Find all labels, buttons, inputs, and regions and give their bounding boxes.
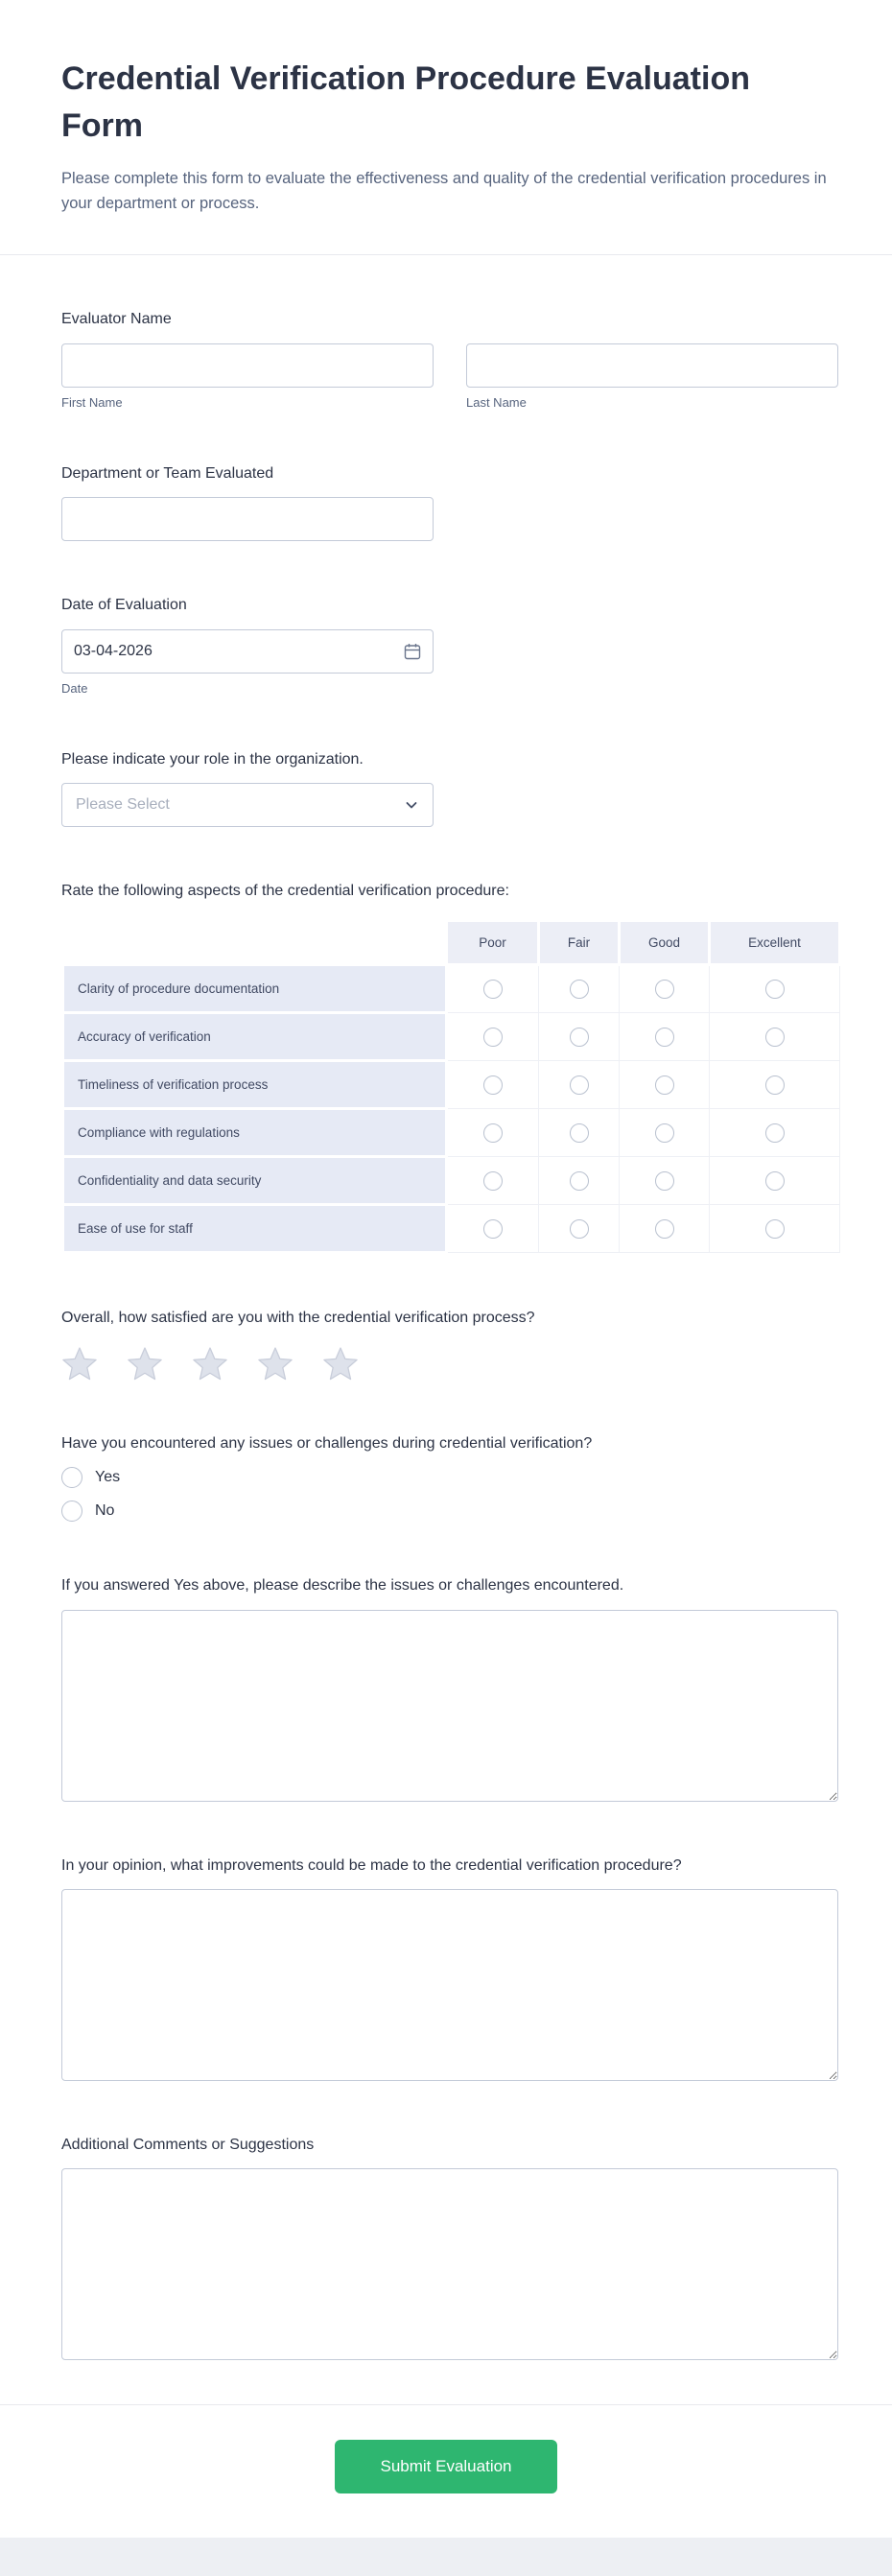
matrix-row-label: Accuracy of verification	[63, 1013, 447, 1061]
improvements-label: In your opinion, what improvements could be made to the credential verification procedure?	[61, 1856, 682, 1874]
date-input[interactable]	[61, 629, 434, 674]
radio-option-no[interactable]	[61, 1501, 838, 1522]
date-input-wrap	[61, 629, 434, 674]
field-comments	[61, 2135, 838, 2360]
matrix-radio-cell[interactable]	[620, 965, 710, 1013]
matrix-radio-cell[interactable]	[710, 1013, 840, 1061]
radio-icon[interactable]	[765, 1219, 785, 1239]
form-subtitle: Please complete this form to evaluate the effectiveness and quality of the credential verification procedures in your department or process.	[61, 169, 827, 212]
matrix-radio-cell[interactable]	[539, 965, 620, 1013]
radio-icon[interactable]	[765, 1075, 785, 1095]
matrix-radio-cell[interactable]	[620, 1013, 710, 1061]
matrix-radio-cell[interactable]	[710, 1109, 840, 1157]
matrix-radio-cell[interactable]	[539, 1205, 620, 1253]
matrix-radio-cell[interactable]	[447, 1013, 539, 1061]
matrix-radio-cell[interactable]	[710, 965, 840, 1013]
first-name-input[interactable]	[61, 343, 434, 388]
matrix-row-label: Clarity of procedure documentation	[63, 965, 447, 1013]
radio-icon[interactable]	[655, 980, 674, 999]
form-title: Credential Verification Procedure Evaluation Form	[61, 60, 750, 145]
radio-icon[interactable]	[765, 1123, 785, 1143]
radio-icon[interactable]	[570, 980, 589, 999]
issues-detail-textarea[interactable]	[61, 1610, 838, 1802]
radio-icon[interactable]	[655, 1219, 674, 1239]
issues-detail-label: If you answered Yes above, please describe the issues or challenges encountered.	[61, 1577, 624, 1595]
radio-icon[interactable]	[655, 1123, 674, 1143]
matrix-col-fair: Fair	[539, 921, 620, 965]
radio-icon[interactable]	[570, 1219, 589, 1239]
calendar-icon[interactable]	[401, 640, 424, 663]
evaluator-name-label: Evaluator Name	[61, 311, 172, 328]
bottom-strip	[0, 2538, 892, 2576]
matrix-row-label: Compliance with regulations	[63, 1109, 447, 1157]
radio-icon[interactable]	[570, 1075, 589, 1095]
radio-icon[interactable]	[483, 980, 503, 999]
matrix-row	[63, 1013, 840, 1061]
matrix-col-excellent: Excellent	[710, 921, 840, 965]
role-select[interactable]	[61, 783, 434, 827]
matrix-radio-cell[interactable]	[620, 1109, 710, 1157]
improvements-textarea[interactable]	[61, 1889, 838, 2081]
field-evaluator-name	[61, 309, 838, 409]
matrix-radio-cell[interactable]	[539, 1061, 620, 1109]
matrix-label: Rate the following aspects of the credential verification procedure:	[61, 882, 509, 899]
matrix-row-label: Confidentiality and data security	[63, 1157, 447, 1205]
radio-icon[interactable]	[483, 1123, 503, 1143]
radio-icon[interactable]	[483, 1075, 503, 1095]
matrix-col-good: Good	[620, 921, 710, 965]
field-department	[61, 463, 838, 541]
matrix-row	[63, 1205, 840, 1253]
matrix-radio-cell[interactable]	[447, 1205, 539, 1253]
radio-icon[interactable]	[483, 1219, 503, 1239]
last-name-group	[466, 343, 838, 410]
comments-textarea[interactable]	[61, 2168, 838, 2360]
star-icon[interactable]	[61, 1347, 98, 1383]
matrix-radio-cell[interactable]	[447, 1061, 539, 1109]
star-icon[interactable]	[192, 1347, 228, 1383]
rating-matrix	[61, 919, 841, 1254]
star-icon[interactable]	[322, 1347, 359, 1383]
radio-icon[interactable]	[483, 1171, 503, 1191]
date-label: Date of Evaluation	[61, 597, 187, 614]
matrix-radio-cell[interactable]	[620, 1205, 710, 1253]
radio-icon[interactable]	[655, 1028, 674, 1047]
radio-icon[interactable]	[655, 1171, 674, 1191]
radio-icon[interactable]	[765, 1028, 785, 1047]
matrix-radio-cell[interactable]	[710, 1061, 840, 1109]
matrix-radio-cell[interactable]	[620, 1157, 710, 1205]
radio-icon[interactable]	[483, 1028, 503, 1047]
role-label: Please indicate your role in the organization.	[61, 750, 364, 768]
chevron-down-icon	[404, 797, 419, 813]
radio-option-yes[interactable]	[61, 1467, 838, 1488]
date-sublabel: Date	[61, 680, 88, 696]
radio-icon[interactable]	[655, 1075, 674, 1095]
radio-icon[interactable]	[765, 1171, 785, 1191]
name-row	[61, 343, 838, 410]
matrix-radio-cell[interactable]	[539, 1109, 620, 1157]
radio-icon[interactable]	[570, 1171, 589, 1191]
field-role	[61, 749, 838, 827]
last-name-input[interactable]	[466, 343, 838, 388]
first-name-sublabel: First Name	[61, 394, 123, 410]
satisfaction-label: Overall, how satisfied are you with the credential verification process?	[61, 1310, 535, 1327]
matrix-radio-cell[interactable]	[447, 1109, 539, 1157]
form-body	[0, 309, 892, 2360]
department-label: Department or Team Evaluated	[61, 464, 274, 482]
field-matrix	[61, 881, 838, 1254]
matrix-row-label: Ease of use for staff	[63, 1205, 447, 1253]
submit-bar	[0, 2404, 892, 2538]
radio-icon[interactable]	[570, 1028, 589, 1047]
matrix-corner-cell	[63, 921, 447, 965]
matrix-row	[63, 1061, 840, 1109]
matrix-row	[63, 1109, 840, 1157]
star-icon[interactable]	[257, 1347, 293, 1383]
star-icon[interactable]	[127, 1347, 163, 1383]
matrix-row	[63, 1157, 840, 1205]
matrix-header-row	[63, 921, 840, 965]
matrix-radio-cell[interactable]	[447, 1157, 539, 1205]
radio-icon[interactable]	[570, 1123, 589, 1143]
first-name-group	[61, 343, 434, 410]
field-issues-detail	[61, 1575, 838, 1801]
matrix-radio-cell[interactable]	[539, 1157, 620, 1205]
radio-icon[interactable]	[61, 1467, 82, 1488]
matrix-radio-cell[interactable]	[539, 1013, 620, 1061]
matrix-radio-cell[interactable]	[447, 965, 539, 1013]
matrix-col-poor: Poor	[447, 921, 539, 965]
field-issues	[61, 1433, 838, 1522]
last-name-sublabel: Last Name	[466, 394, 527, 410]
radio-option-label: No	[95, 1502, 115, 1520]
star-rating	[61, 1347, 838, 1383]
matrix-row	[63, 965, 840, 1013]
radio-icon[interactable]	[765, 980, 785, 999]
matrix-row-label: Timeliness of verification process	[63, 1061, 447, 1109]
matrix-radio-cell[interactable]	[710, 1205, 840, 1253]
radio-option-label: Yes	[95, 1469, 121, 1486]
field-date	[61, 595, 838, 695]
matrix-radio-cell[interactable]	[710, 1157, 840, 1205]
submit-button[interactable]: Submit Evaluation	[335, 2440, 557, 2493]
field-improvements	[61, 1855, 838, 2081]
form-header	[0, 0, 892, 255]
department-input[interactable]	[61, 497, 434, 541]
radio-icon[interactable]	[61, 1501, 82, 1522]
field-satisfaction	[61, 1308, 838, 1383]
role-select-placeholder: Please Select	[76, 795, 170, 813]
issues-label: Have you encountered any issues or challenges during credential verification?	[61, 1434, 593, 1452]
matrix-radio-cell[interactable]	[620, 1061, 710, 1109]
comments-label: Additional Comments or Suggestions	[61, 2136, 315, 2153]
